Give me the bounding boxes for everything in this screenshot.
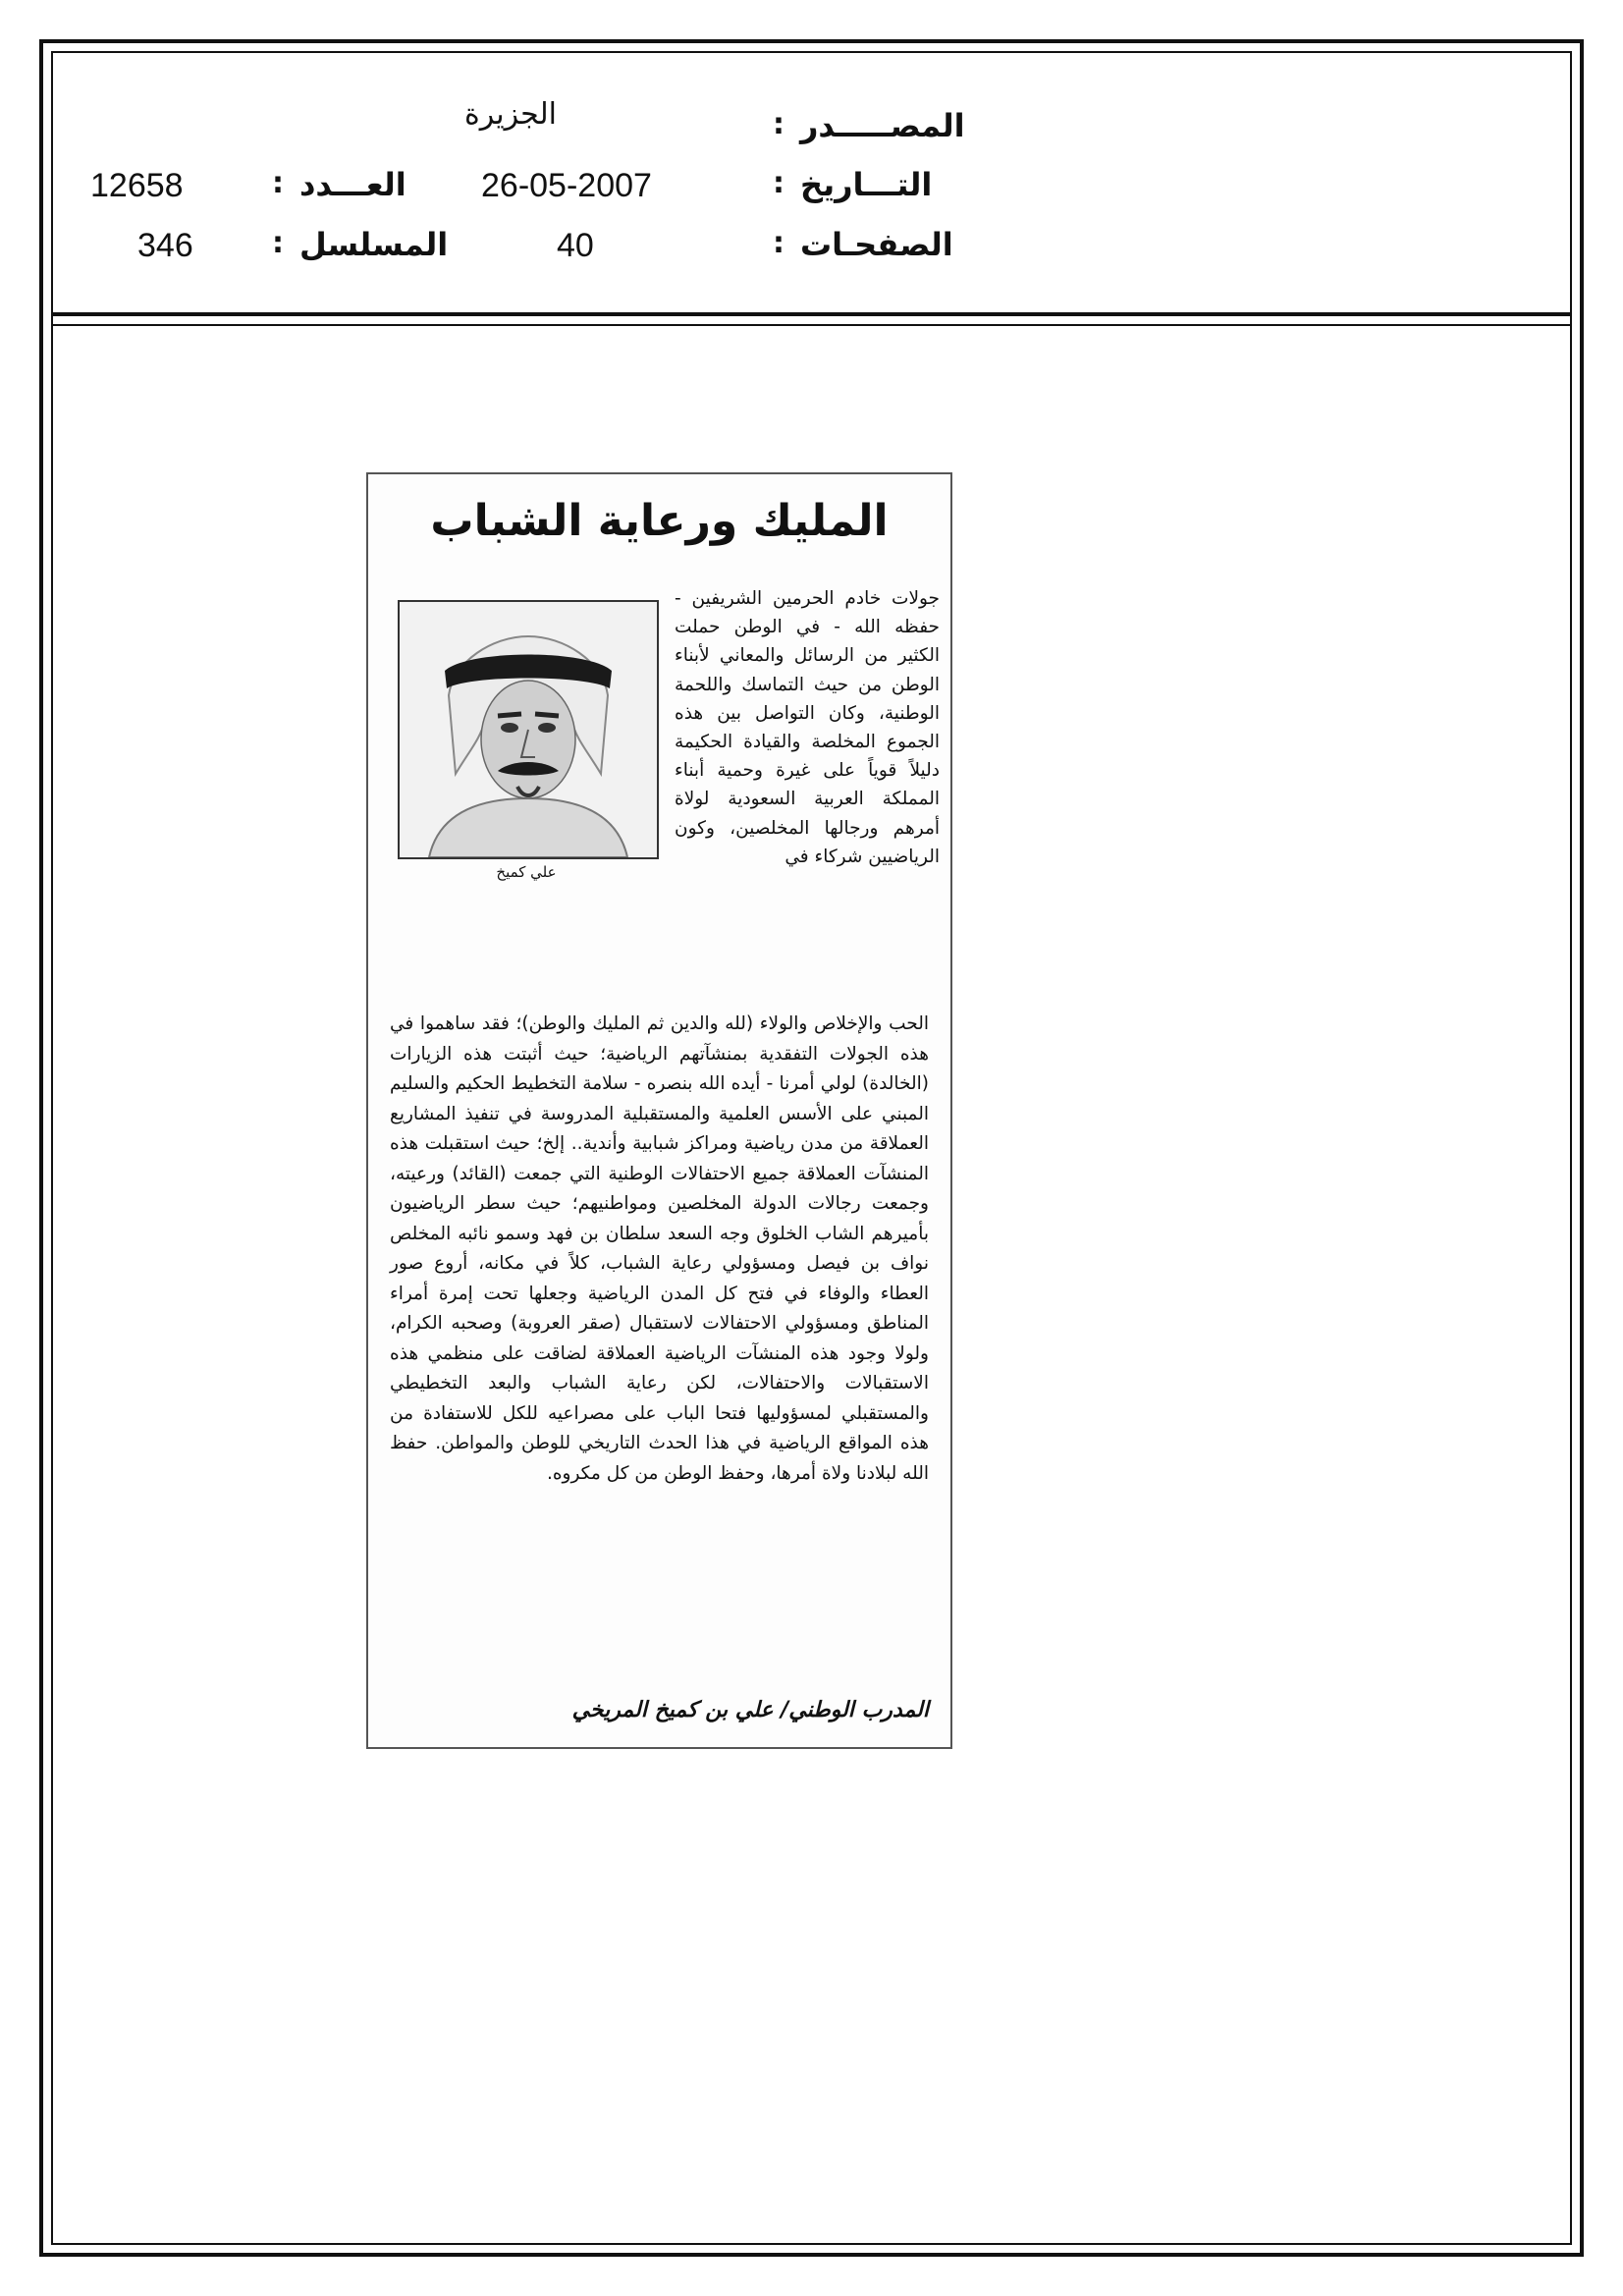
serial-label: المسلسل [299,226,449,263]
article-body-text: الحب والإخلاص والولاء (لله والدين ثم المليك والوطن)؛ فقد ساهموا في هذه الجولات التفقدية بمنشآتهم الرياضية؛ حيث أثبتت هذه الزيارات (الخالدة) لولي أمرنا - أيده الله بنصره - سلامة التخطيط الحكيم والسليم المبني على الأسس العلمية والمستقبلية المدروسة في تنفيذ المشاريع العملاقة من مدن رياضية ومراكز شبابية وأندية.. إلخ؛ حيث استقبلت هذه المنشآت العملاقة جميع الاحتفالات الوطنية التي جمعت (القائد) ورعيته، وجمعت رجالات الدولة المخلصين ومواطنيهم؛ حيث سطر الرياضيون بأميرهم الشاب الخلوق وجه السعد سلطان بن فهد وسمو نائبه المخلص نواف بن فيصل ومسؤولي رعاية الشباب، كلاً في مكانه، أروع صور العطاء والوفاء في فتح كل المدن الرياضية وجعلها تحت إمرة أمراء المناطق ومسؤولي الاحتفالات لاستقبال (صقر العروبة) وصحبه الكرام، ولولا وجود هذه المنشآت الرياضية العملاقة لضاقت على منظمي هذه الاستقبالات والاحتفالات، لكن رعاية الشباب والبعد التخطيطي والمستقبلي لمسؤوليها فتحا الباب على مصراعيه للكل للاستفادة من هذه المواقع الرياضية في هذا الحدث التاريخي للوطن والمواطن. حفظ الله لبلادنا ولاة أمرها، وحفظ الوطن من كل مكروه. [390,1013,929,1484]
article-column-text: جولات خادم الحرمين الشريفين - حفظه الله - في الوطن حملت الكثير من الرسائل والمعاني لأبناء الوطن من حيث التماسك واللحمة الوطنية، وكان التواصل بين هذه الجموع المخلصة والقيادة الحكيمة دليلاً قوياً على غيرة وحمية أبناء المملكة العربية السعودية لولاة أمرهم ورجالها المخلصين، وكون الرياضيين شركاء في [675,588,940,867]
article-byline: المدرب الوطني/ علي بن كميخ المريخي [571,1698,929,1722]
article-title: المليك ورعاية الشباب [430,496,889,546]
date-label: التـــاريخ [800,166,933,203]
serial-value: 346 [137,227,193,264]
newspaper-clipping [366,472,952,1749]
photo-caption: علي كميخ [496,863,557,881]
source-value: الجزيرة [464,97,558,132]
header-divider [51,312,1572,316]
author-photo [398,600,659,859]
issue-colon: : [272,166,284,200]
serial-colon: : [272,226,284,260]
author-portrait-icon [400,602,657,857]
source-colon: : [773,107,784,141]
pages-value: 40 [557,227,594,264]
date-value: 26-05-2007 [481,167,652,204]
pages-colon: : [773,226,784,260]
source-label: المصـــــدر [800,107,965,144]
pages-label: الصفحـات [800,226,953,263]
issue-value: 12658 [90,167,184,204]
issue-label: العـــدد [299,166,406,203]
date-colon: : [773,166,784,200]
header-divider-thin [51,324,1572,326]
